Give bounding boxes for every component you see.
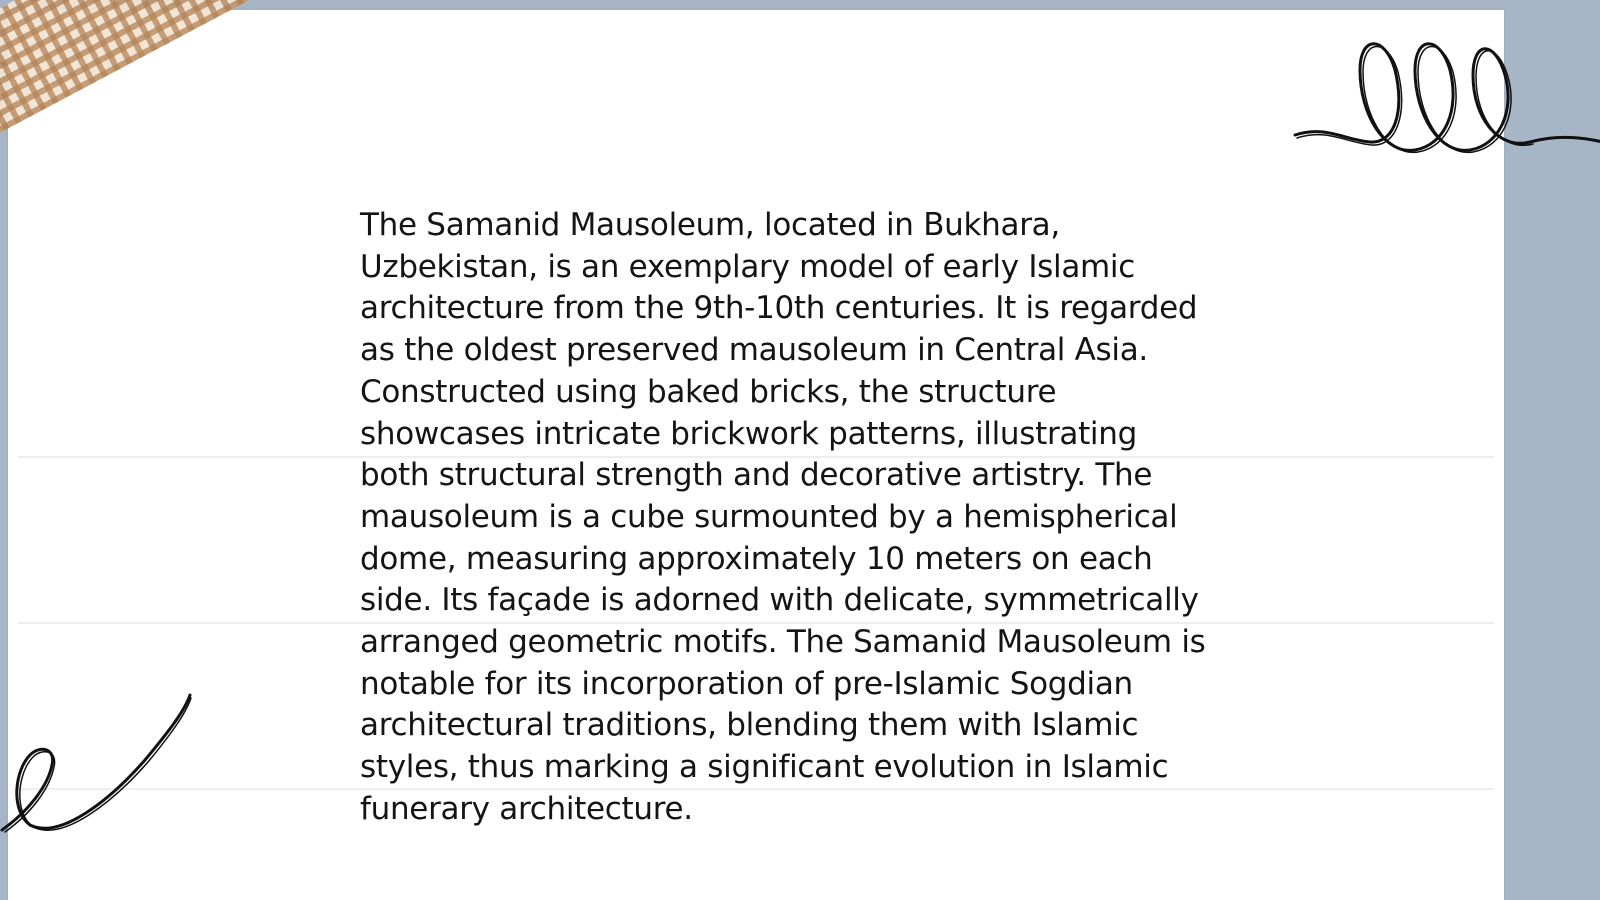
loop-squiggle-icon [1285,30,1600,170]
swoosh-squiggle-icon [0,690,200,850]
body-paragraph: The Samanid Mausoleum, located in Bukhara, Uzbekistan, is an exemplary model of early Islamic architecture from the 9th-10th centuries. It is regarded as the oldest preserved mausoleum in Central Asia. Constructed using baked bricks, the structure showcases intricate brickwork patterns, illustrating both structural strength and decorative artistry. The mausoleum is a cube surmounted by a hemispherical dome, measuring approximately 10 meters on each side. Its façade is adorned with delicate, symmetrically arranged geometric motifs. The Samanid Mausoleum is notable for its incorporation of pre-Islamic Sogdian architectural traditions, blending them with Islamic styles, thus marking a significant evolution in Islamic funerary architecture. [360,207,1206,827]
